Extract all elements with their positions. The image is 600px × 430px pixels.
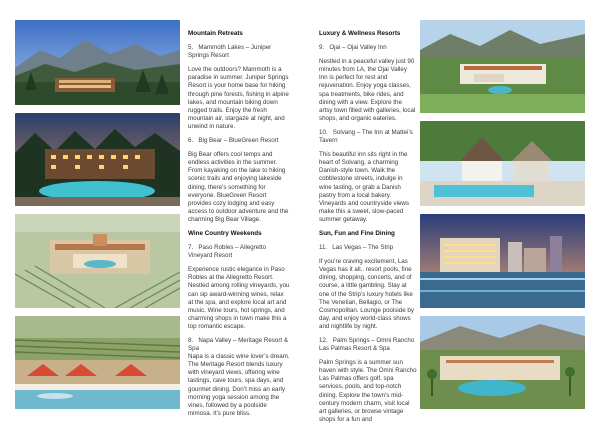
item-body-las-vegas: If you’re craving excitement, Las Vegas has it all.. resort pools, fine dining, shopping, concerts, and of course, a little gambling. Stay at one of the Strip’s luxury hotels like The Venetian, Bellagio, or The Cosmopolitan. Lounge poolside by day, and enjoy world-class shows and nightlife by night. xyxy=(319,258,414,330)
item-body-napa: Napa is a classic wine lover’s dream. The Meritage Resort blends luxury with vineyard views, offering wine tastings, cave tours, spa days, and gourmet dining. Don’t miss an early morning yoga session among the vines, followed by a poolside mimosa. It’s pure bliss. xyxy=(188,353,290,417)
item-title-mammoth: 5. Mammoth Lakes – Juniper Springs Resort xyxy=(188,44,272,60)
ojai-valley-photo xyxy=(420,20,585,113)
item-title-ojai: 9. Ojai – Ojai Valley Inn xyxy=(319,44,387,52)
item-body-big-bear: Big Bear offers cool temps and endless activities in the summer. From kayaking on the lake to hiking scenic trails and enjoying lakeside dining, there’s something for everyone. BlueGreen Resort provides cozy lodging and easy access to outdoor adventure and the charming Big Bear Village. xyxy=(188,151,289,223)
item-body-paso-robles: Experience rustic elegance in Paso Robles at the Allegretto Resort. Nestled among rolling vineyards, you can sip award-winning wines, relax at the spa, and explore local art and music. Wine tours, hot springs, and charming shops in town make this a top romantic escape. xyxy=(188,266,290,330)
item-title-palm-springs: 12. Palm Springs – Omni Rancho Las Palmas Resort & Spa xyxy=(319,337,415,353)
left-text-column xyxy=(188,30,290,424)
item-title-napa: 8. Napa Valley – Meritage Resort & Spa xyxy=(188,337,288,353)
mammoth-lakes-photo xyxy=(15,20,180,105)
right-text-column xyxy=(319,30,417,430)
item-title-big-bear: 6. Big Bear – BlueGreen Resort xyxy=(188,137,279,145)
paso-robles-photo xyxy=(15,214,180,308)
napa-valley-photo xyxy=(15,316,180,409)
big-bear-photo xyxy=(15,113,180,206)
section-heading-mountain-retreats: Mountain Retreats xyxy=(188,30,243,37)
section-heading-sun-fun: Sun, Fun and Fine Dining xyxy=(319,229,395,237)
solvang-photo xyxy=(420,121,585,206)
item-body-mammoth: Love the outdoors? Mammoth is a paradise in summer. Juniper Springs Resort is your home base for hiking through pine forests, fishing in alpine lakes, and mountain biking down rugged trails. Enjoy the fresh mountain air, stargaze at night, and unwind in nature. xyxy=(188,66,289,130)
section-heading-wine-country: Wine Country Weekends xyxy=(188,229,262,237)
palm-springs-photo xyxy=(420,316,585,409)
item-title-paso-robles: 7. Paso Robles – Allegretto Vineyard Resort xyxy=(188,244,267,260)
item-body-palm-springs: Palm Springs is a summer sun haven with style. The Omni Rancho Las Palmas offers golf, spa services, pools, and top-notch dining. Explore the town’s mid-century modern charm, visit local art galleries, or browse vintage shops for a fun and xyxy=(319,359,417,423)
item-body-solvang: This beautiful inn sits right in the heart of Solvang, a charming Danish-style town. Walk the cobblestone streets, indulge in wine tasting, or grab a Danish pastry from a local bakery. Vineyards and countryside views make this a sweet, slow-paced summer getaway. xyxy=(319,151,409,223)
item-body-ojai: Nestled in a peaceful valley just 90 minutes from LA, the Ojai Valley Inn is perfect for rest and rejuvenation. Enjoy yoga classes, spa treatments, bike rides, and dining with a view. Explore the artsy town filled with galleries, local shops, and organic eateries. xyxy=(319,58,416,122)
section-heading-luxury-wellness: Luxury & Wellness Resorts xyxy=(319,30,401,37)
las-vegas-photo xyxy=(420,214,585,308)
item-title-las-vegas: 11. Las Vegas – The Strip xyxy=(319,244,394,252)
item-title-solvang: 10. Solvang – The Inn at Mattei’s Tavern xyxy=(319,128,413,145)
